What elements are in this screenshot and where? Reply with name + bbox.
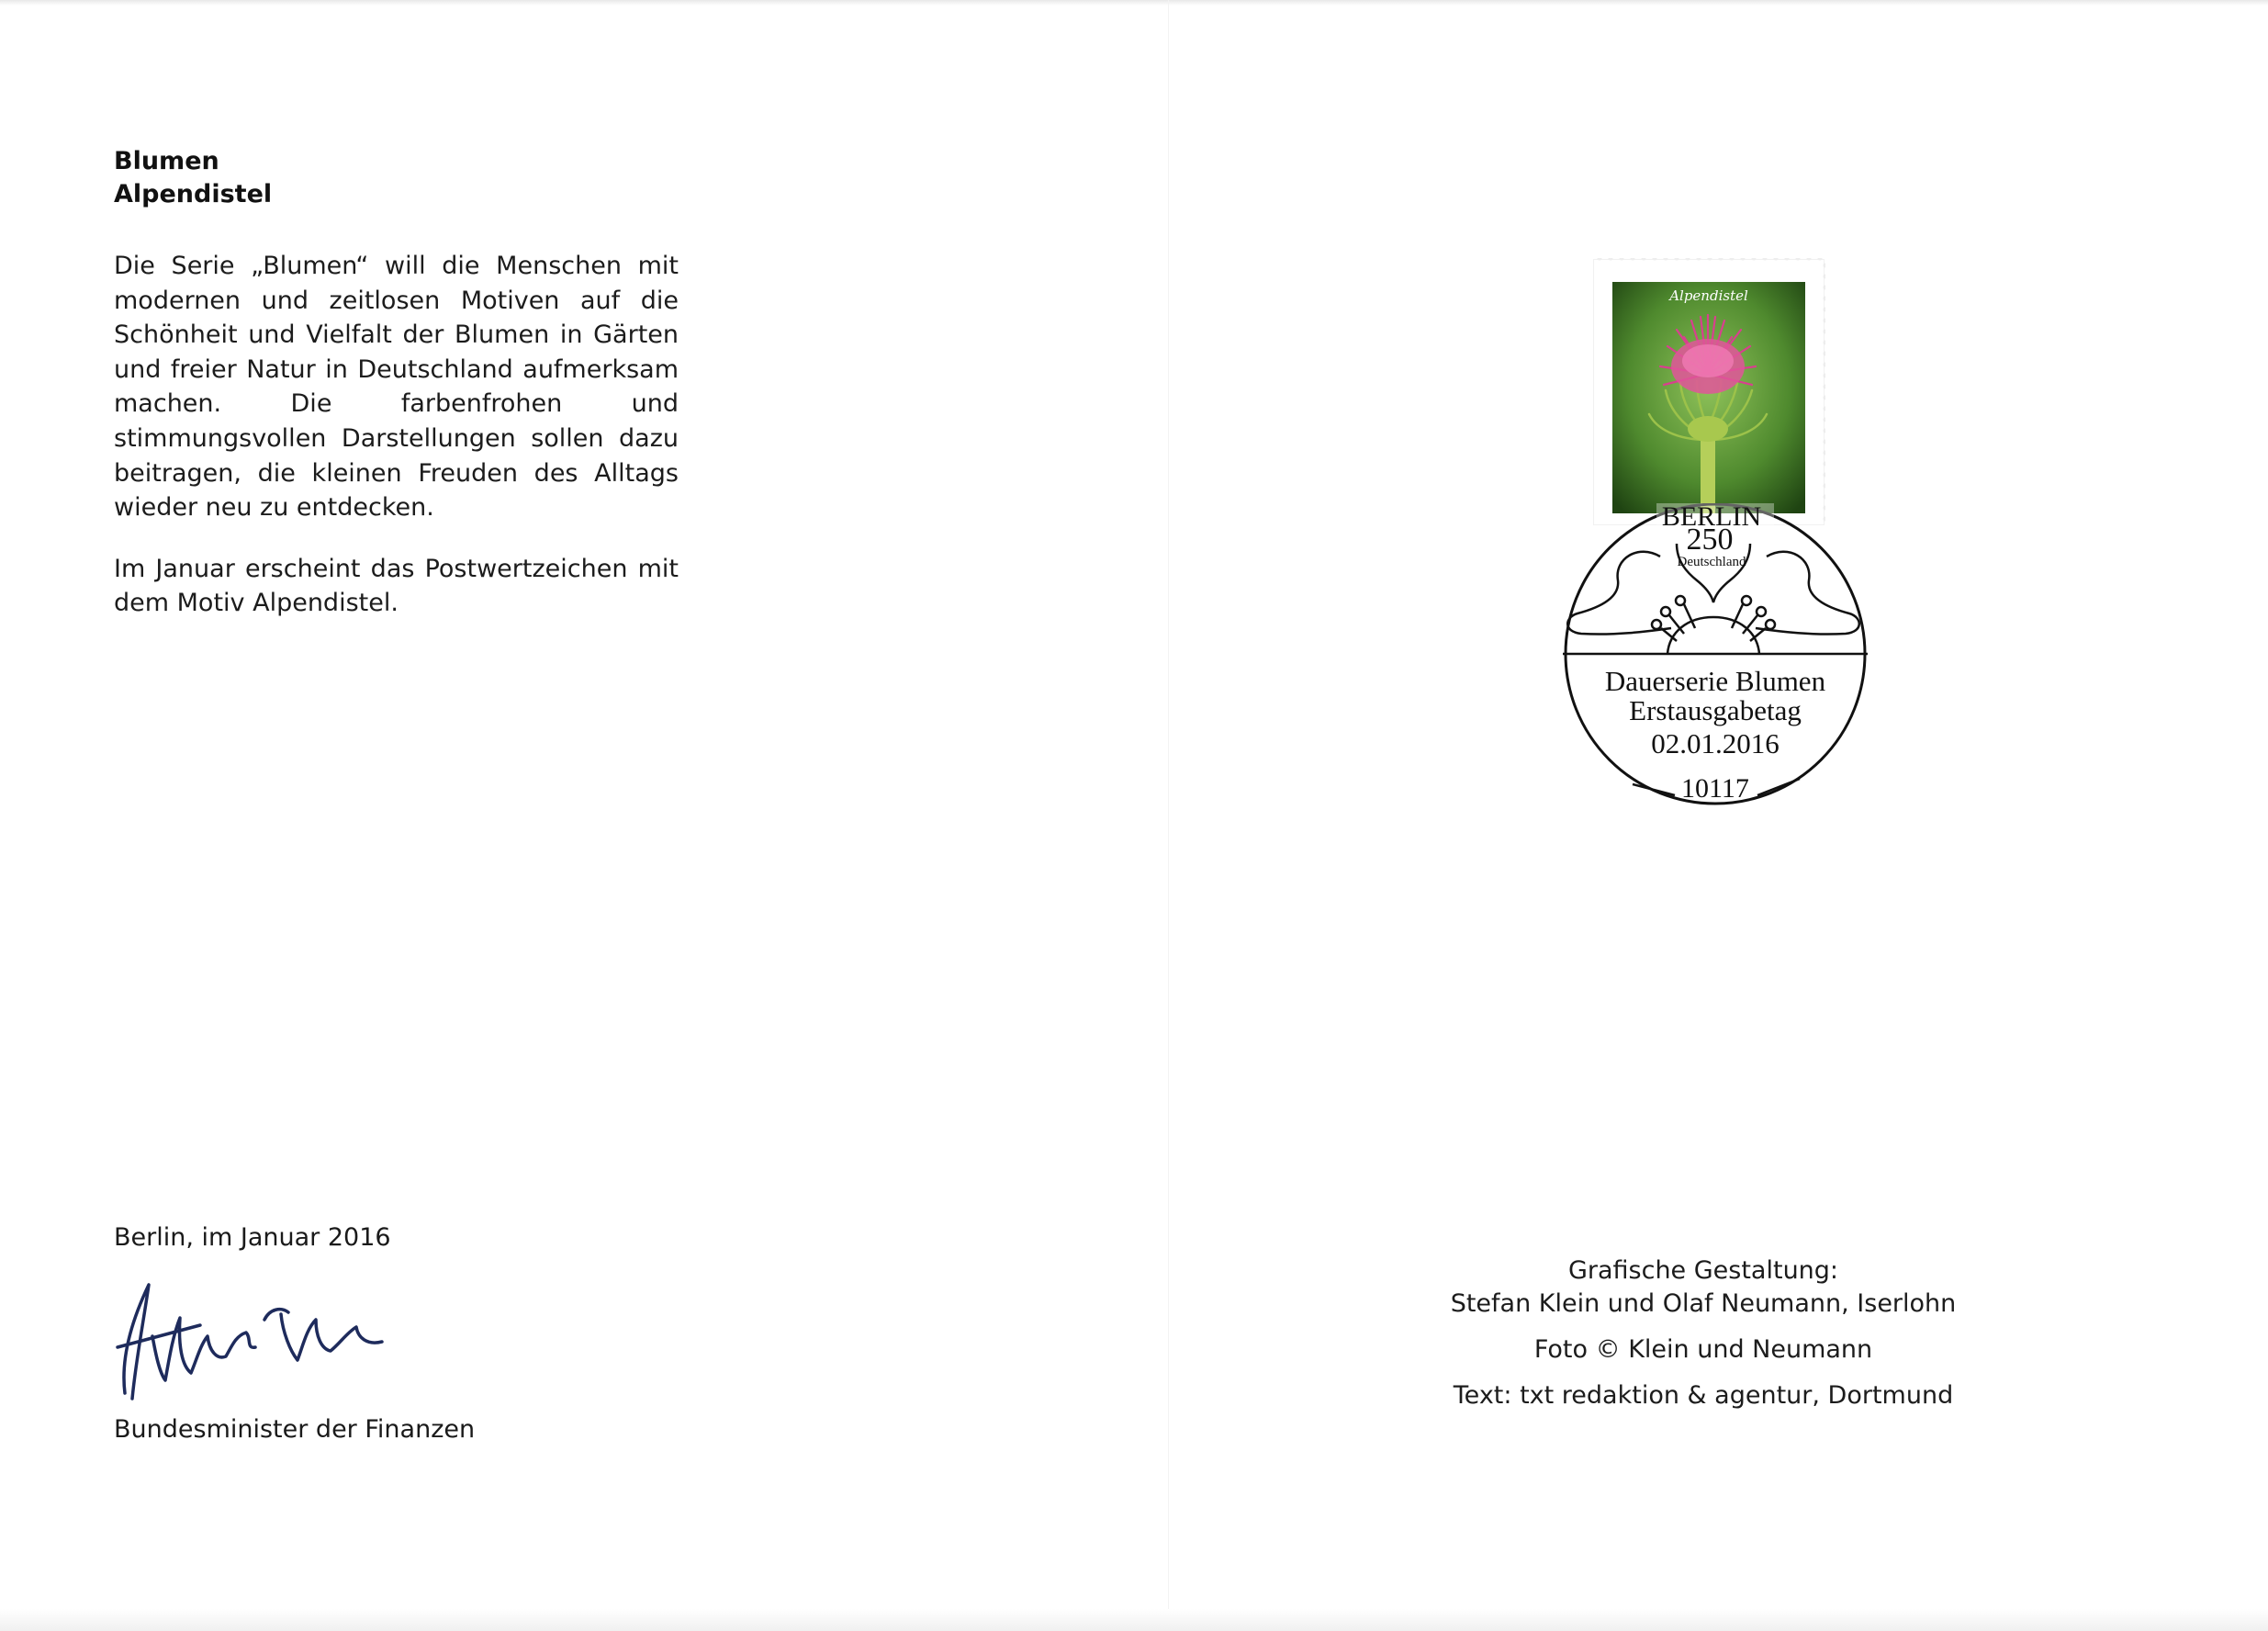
stamp-country: Deutschland (1677, 555, 1746, 569)
stamp-motif-label: Alpendistel (1669, 287, 1748, 304)
first-day-postmark (1550, 503, 1881, 816)
credit-text: Text: txt redaktion & agentur, Dortmund (1453, 1381, 1954, 1410)
fold-line (1168, 0, 1169, 1631)
place-date: Berlin, im Januar 2016 (114, 1223, 391, 1252)
body-paragraph-1: Die Serie „Blumen“ will die Menschen mit modernen und zeitlosen Motiven auf die Schönheit und Vielfalt der Blumen in Gärten und freier Natur in Deutschland aufmerksam machen. Die farbenfrohen und stimmungsvollen Darstellungen sollen dazu beitragen, die kleinen Freuden des Alltags wieder neu zu entdecken. (114, 252, 679, 523)
heading-motif: Alpendistel (114, 180, 273, 208)
stamp-perforation-top (1594, 258, 1824, 264)
stamp-value: 250 (1686, 523, 1734, 557)
postmark-city: BERLIN (1661, 503, 1762, 532)
stamp-image (1612, 282, 1805, 513)
heading-series: Blumen (114, 147, 219, 175)
scan-edge-top (0, 0, 2268, 6)
signer-title: Bundesminister der Finanzen (114, 1415, 476, 1444)
credits-block (1414, 1254, 1993, 1412)
postmark-line-2: Erstausgabetag (1629, 694, 1802, 726)
thistle-illustration (1612, 282, 1805, 513)
stamp-perforation-right (1820, 260, 1825, 524)
credit-design-label: Grafische Gestaltung: (1567, 1256, 1839, 1285)
body-text (114, 249, 679, 647)
body-paragraph-2: Im Januar erscheint das Postwertzeichen mit dem Motiv Alpendistel. (114, 554, 679, 618)
postage-stamp (1594, 260, 1824, 524)
postmark-date: 02.01.2016 (1651, 727, 1780, 759)
postmark-line-1: Dauerserie Blumen (1604, 665, 1826, 697)
scan-edge-bottom (0, 1609, 2268, 1631)
signature (108, 1272, 421, 1410)
postmark-postcode: 10117 (1681, 773, 1749, 804)
credit-photo: Foto © Klein und Neumann (1533, 1335, 1873, 1364)
credit-designers: Stefan Klein und Olaf Neumann, Iserlohn (1450, 1289, 1957, 1318)
